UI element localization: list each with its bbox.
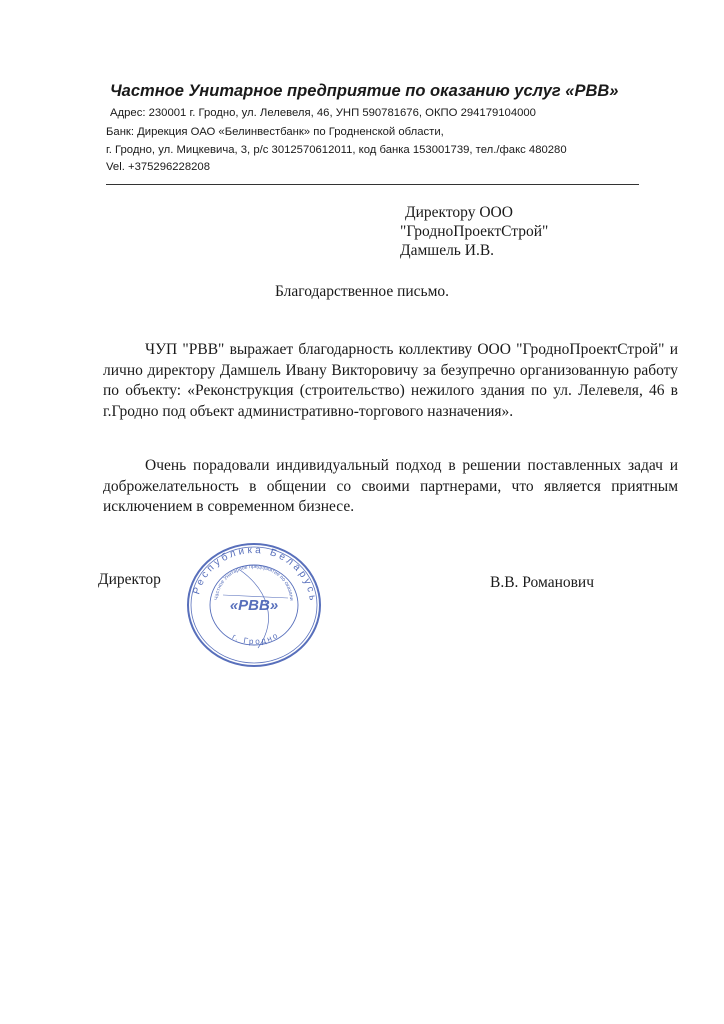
letter-title: Благодарственное письмо. [274, 283, 450, 300]
letterhead-divider [106, 184, 639, 185]
letterhead-phone-line: Vel. +375296228208 [106, 161, 210, 173]
body-paragraph-1: ЧУП "РВВ" выражает благодарность коллективу ООО "ГродноПроектСтрой" и лично директору Дамшель Ивану Викторовичу за безупречно организованную работу по объекту: «Реконструкция (строительство) нежилого здания по ул. Лелевеля, 46 в г.Гродно под объект административно-торгового назначения». [103, 341, 678, 420]
letterhead-bank-address-line: г. Гродно, ул. Мицкевича, 3, р/с 3012570612011, код банка 153001739, тел./факс 480280 [106, 144, 567, 156]
letterhead-bank-line: Банк: Дирекция ОАО «Белинвестбанк» по Гродненской области, [106, 126, 444, 138]
addressee-line-1: Директору ООО [405, 204, 513, 221]
company-name: Частное Унитарное предприятие по оказанию услуг «РВВ» [110, 82, 619, 100]
addressee-line-2: "ГродноПроектСтрой" [400, 223, 549, 240]
letterhead-address-line: Адрес: 230001 г. Гродно, ул. Лелевеля, 46, УНП 590781676, ОКПО 294179104000 [110, 107, 536, 119]
stamp-bottom-text: г. Гродно [230, 630, 281, 647]
addressee-line-3: Дамшель И.В. [400, 242, 495, 259]
company-stamp [178, 540, 330, 670]
svg-text:Республика Беларусь [191, 545, 318, 604]
signature-position: Директор [98, 571, 161, 588]
signature-name: В.В. Романович [490, 574, 595, 591]
stamp-center-text: «РВВ» [229, 597, 279, 614]
body-paragraph-2: Очень порадовали индивидуальный подход в решении поставленных задач и доброжелательность в общении со своими партнерами, что является приятным исключением в современном бизнесе. [103, 457, 678, 515]
stamp-outer-text: Республика Беларусь [191, 544, 319, 604]
svg-text:г. Гродно [231, 630, 281, 646]
stamp-inner-text: Частное Унитарное предприятие по оказани [213, 563, 295, 601]
